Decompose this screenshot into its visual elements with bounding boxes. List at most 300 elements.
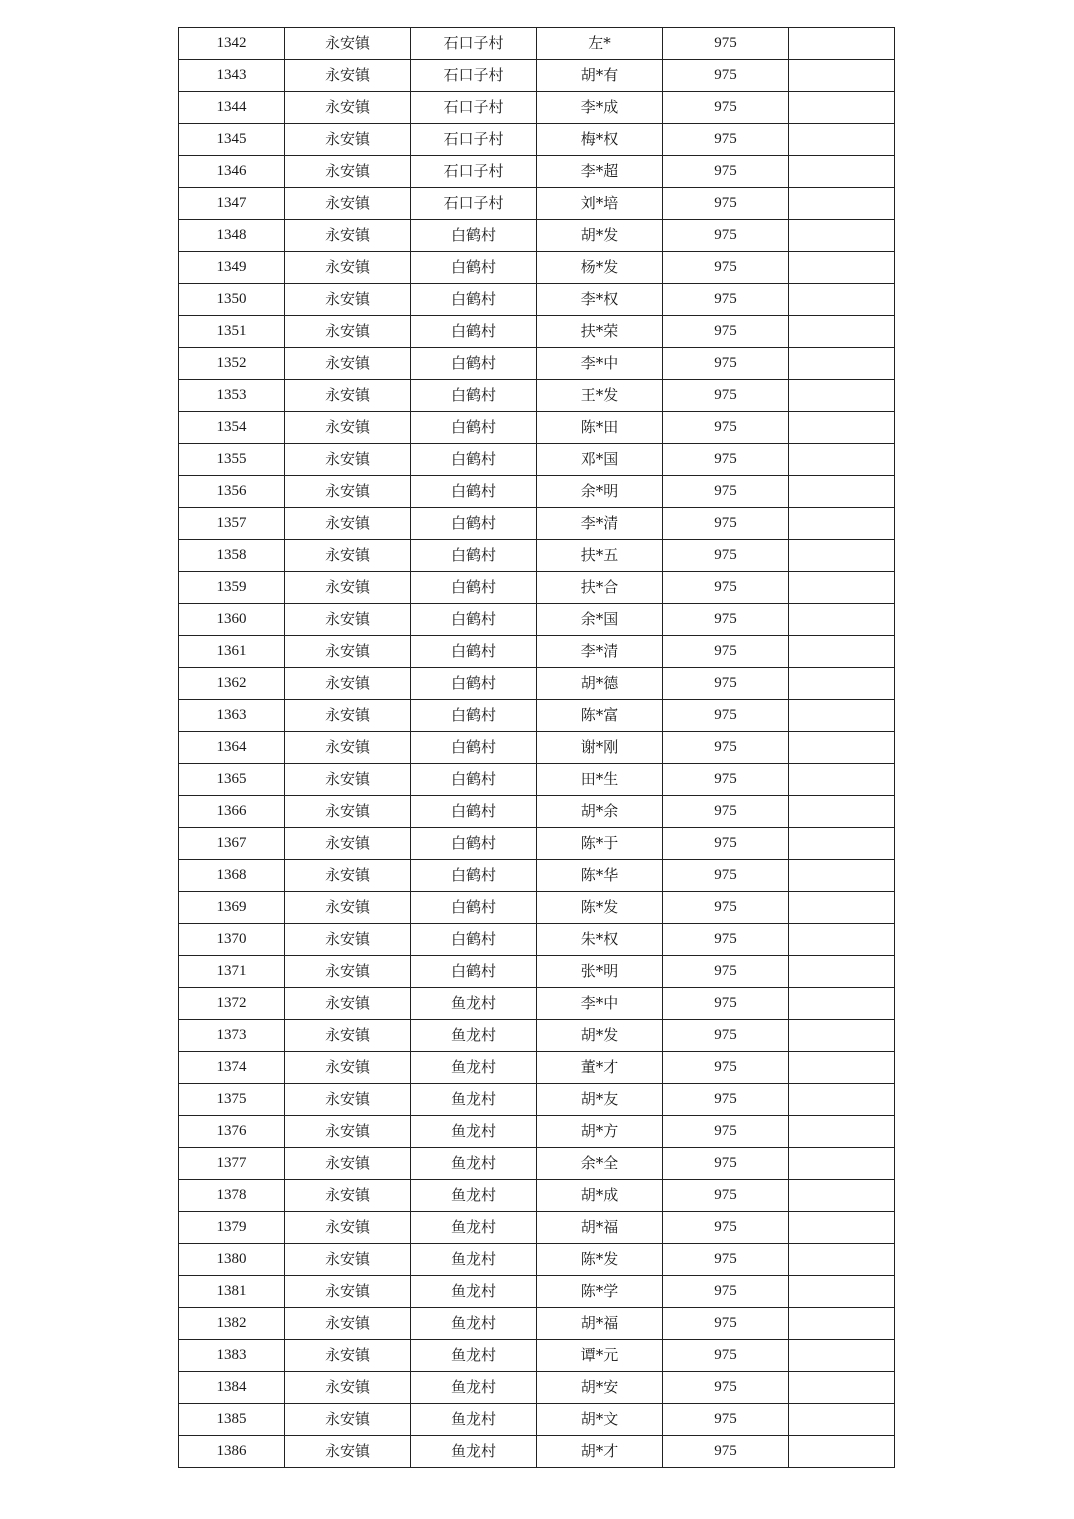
cell-amount: 975 bbox=[663, 1084, 789, 1116]
cell-note bbox=[789, 1084, 895, 1116]
roster-table bbox=[178, 27, 895, 1468]
cell-note bbox=[789, 1372, 895, 1404]
cell-amount: 975 bbox=[663, 284, 789, 316]
cell-village: 白鹤村 bbox=[411, 604, 537, 636]
cell-serial-number: 1367 bbox=[179, 828, 285, 860]
cell-serial-number: 1384 bbox=[179, 1372, 285, 1404]
cell-village: 鱼龙村 bbox=[411, 1404, 537, 1436]
cell-village: 白鹤村 bbox=[411, 540, 537, 572]
cell-town: 永安镇 bbox=[285, 92, 411, 124]
cell-amount: 975 bbox=[663, 1436, 789, 1468]
cell-village: 石口子村 bbox=[411, 92, 537, 124]
cell-amount: 975 bbox=[663, 444, 789, 476]
cell-town: 永安镇 bbox=[285, 1052, 411, 1084]
cell-note bbox=[789, 988, 895, 1020]
cell-person-name: 田*生 bbox=[537, 764, 663, 796]
cell-serial-number: 1343 bbox=[179, 60, 285, 92]
table-row bbox=[179, 444, 895, 476]
cell-village: 白鹤村 bbox=[411, 284, 537, 316]
cell-note bbox=[789, 668, 895, 700]
cell-serial-number: 1345 bbox=[179, 124, 285, 156]
cell-town: 永安镇 bbox=[285, 348, 411, 380]
cell-serial-number: 1370 bbox=[179, 924, 285, 956]
cell-person-name: 胡*成 bbox=[537, 1180, 663, 1212]
cell-person-name: 李*成 bbox=[537, 92, 663, 124]
cell-village: 石口子村 bbox=[411, 124, 537, 156]
cell-person-name: 梅*权 bbox=[537, 124, 663, 156]
cell-note bbox=[789, 828, 895, 860]
cell-village: 白鹤村 bbox=[411, 444, 537, 476]
cell-person-name: 李*超 bbox=[537, 156, 663, 188]
cell-amount: 975 bbox=[663, 156, 789, 188]
cell-serial-number: 1350 bbox=[179, 284, 285, 316]
cell-serial-number: 1369 bbox=[179, 892, 285, 924]
cell-note bbox=[789, 956, 895, 988]
cell-note bbox=[789, 1340, 895, 1372]
cell-serial-number: 1346 bbox=[179, 156, 285, 188]
table-row bbox=[179, 636, 895, 668]
cell-town: 永安镇 bbox=[285, 444, 411, 476]
cell-note bbox=[789, 1052, 895, 1084]
cell-town: 永安镇 bbox=[285, 1404, 411, 1436]
cell-note bbox=[789, 636, 895, 668]
cell-serial-number: 1349 bbox=[179, 252, 285, 284]
cell-serial-number: 1371 bbox=[179, 956, 285, 988]
cell-amount: 975 bbox=[663, 252, 789, 284]
cell-village: 白鹤村 bbox=[411, 828, 537, 860]
cell-village: 白鹤村 bbox=[411, 796, 537, 828]
cell-village: 白鹤村 bbox=[411, 348, 537, 380]
cell-amount: 975 bbox=[663, 1180, 789, 1212]
cell-village: 鱼龙村 bbox=[411, 1244, 537, 1276]
cell-note bbox=[789, 92, 895, 124]
cell-amount: 975 bbox=[663, 764, 789, 796]
cell-amount: 975 bbox=[663, 60, 789, 92]
table-row bbox=[179, 796, 895, 828]
table-row bbox=[179, 412, 895, 444]
cell-note bbox=[789, 284, 895, 316]
cell-person-name: 扶*合 bbox=[537, 572, 663, 604]
cell-note bbox=[789, 252, 895, 284]
cell-village: 白鹤村 bbox=[411, 508, 537, 540]
cell-serial-number: 1359 bbox=[179, 572, 285, 604]
cell-person-name: 胡*文 bbox=[537, 1404, 663, 1436]
cell-town: 永安镇 bbox=[285, 284, 411, 316]
cell-village: 石口子村 bbox=[411, 188, 537, 220]
cell-town: 永安镇 bbox=[285, 316, 411, 348]
cell-amount: 975 bbox=[663, 1020, 789, 1052]
cell-person-name: 陈*发 bbox=[537, 892, 663, 924]
cell-town: 永安镇 bbox=[285, 28, 411, 60]
cell-village: 鱼龙村 bbox=[411, 1052, 537, 1084]
cell-town: 永安镇 bbox=[285, 828, 411, 860]
table-row bbox=[179, 124, 895, 156]
cell-note bbox=[789, 220, 895, 252]
cell-amount: 975 bbox=[663, 732, 789, 764]
cell-note bbox=[789, 732, 895, 764]
cell-note bbox=[789, 60, 895, 92]
table-row bbox=[179, 348, 895, 380]
cell-town: 永安镇 bbox=[285, 124, 411, 156]
cell-village: 白鹤村 bbox=[411, 636, 537, 668]
cell-note bbox=[789, 1276, 895, 1308]
table-row bbox=[179, 668, 895, 700]
cell-amount: 975 bbox=[663, 1340, 789, 1372]
cell-note bbox=[789, 156, 895, 188]
cell-amount: 975 bbox=[663, 1148, 789, 1180]
cell-town: 永安镇 bbox=[285, 1116, 411, 1148]
cell-village: 石口子村 bbox=[411, 28, 537, 60]
cell-town: 永安镇 bbox=[285, 988, 411, 1020]
table-row bbox=[179, 732, 895, 764]
table-row bbox=[179, 156, 895, 188]
cell-town: 永安镇 bbox=[285, 1212, 411, 1244]
cell-note bbox=[789, 1116, 895, 1148]
cell-person-name: 王*发 bbox=[537, 380, 663, 412]
cell-serial-number: 1358 bbox=[179, 540, 285, 572]
table-row bbox=[179, 1372, 895, 1404]
cell-village: 鱼龙村 bbox=[411, 1084, 537, 1116]
cell-amount: 975 bbox=[663, 956, 789, 988]
cell-village: 鱼龙村 bbox=[411, 1276, 537, 1308]
cell-note bbox=[789, 1404, 895, 1436]
cell-serial-number: 1353 bbox=[179, 380, 285, 412]
cell-village: 鱼龙村 bbox=[411, 1116, 537, 1148]
cell-village: 白鹤村 bbox=[411, 764, 537, 796]
cell-person-name: 胡*安 bbox=[537, 1372, 663, 1404]
cell-person-name: 扶*荣 bbox=[537, 316, 663, 348]
cell-person-name: 陈*富 bbox=[537, 700, 663, 732]
cell-note bbox=[789, 28, 895, 60]
cell-amount: 975 bbox=[663, 1276, 789, 1308]
cell-serial-number: 1348 bbox=[179, 220, 285, 252]
cell-village: 鱼龙村 bbox=[411, 988, 537, 1020]
cell-note bbox=[789, 764, 895, 796]
cell-serial-number: 1360 bbox=[179, 604, 285, 636]
cell-village: 鱼龙村 bbox=[411, 1308, 537, 1340]
cell-note bbox=[789, 604, 895, 636]
cell-village: 白鹤村 bbox=[411, 956, 537, 988]
cell-village: 白鹤村 bbox=[411, 316, 537, 348]
cell-serial-number: 1383 bbox=[179, 1340, 285, 1372]
cell-person-name: 李*权 bbox=[537, 284, 663, 316]
cell-village: 鱼龙村 bbox=[411, 1212, 537, 1244]
cell-person-name: 谭*元 bbox=[537, 1340, 663, 1372]
cell-town: 永安镇 bbox=[285, 764, 411, 796]
table-row bbox=[179, 252, 895, 284]
cell-village: 白鹤村 bbox=[411, 892, 537, 924]
cell-note bbox=[789, 1020, 895, 1052]
table-row bbox=[179, 956, 895, 988]
cell-amount: 975 bbox=[663, 124, 789, 156]
cell-town: 永安镇 bbox=[285, 732, 411, 764]
cell-serial-number: 1374 bbox=[179, 1052, 285, 1084]
cell-amount: 975 bbox=[663, 1404, 789, 1436]
cell-person-name: 胡*友 bbox=[537, 1084, 663, 1116]
cell-person-name: 董*才 bbox=[537, 1052, 663, 1084]
table-row bbox=[179, 572, 895, 604]
cell-person-name: 陈*田 bbox=[537, 412, 663, 444]
cell-serial-number: 1379 bbox=[179, 1212, 285, 1244]
table-row bbox=[179, 1116, 895, 1148]
cell-town: 永安镇 bbox=[285, 1180, 411, 1212]
cell-amount: 975 bbox=[663, 1244, 789, 1276]
cell-amount: 975 bbox=[663, 924, 789, 956]
table-row bbox=[179, 828, 895, 860]
cell-serial-number: 1378 bbox=[179, 1180, 285, 1212]
table-row bbox=[179, 1020, 895, 1052]
cell-village: 白鹤村 bbox=[411, 220, 537, 252]
cell-town: 永安镇 bbox=[285, 1308, 411, 1340]
cell-village: 鱼龙村 bbox=[411, 1180, 537, 1212]
table-row bbox=[179, 988, 895, 1020]
cell-serial-number: 1366 bbox=[179, 796, 285, 828]
cell-village: 鱼龙村 bbox=[411, 1340, 537, 1372]
cell-village: 石口子村 bbox=[411, 60, 537, 92]
cell-person-name: 陈*学 bbox=[537, 1276, 663, 1308]
cell-town: 永安镇 bbox=[285, 1020, 411, 1052]
cell-amount: 975 bbox=[663, 796, 789, 828]
cell-person-name: 胡*福 bbox=[537, 1212, 663, 1244]
cell-note bbox=[789, 860, 895, 892]
cell-town: 永安镇 bbox=[285, 956, 411, 988]
table-row bbox=[179, 284, 895, 316]
cell-note bbox=[789, 1148, 895, 1180]
cell-serial-number: 1363 bbox=[179, 700, 285, 732]
cell-town: 永安镇 bbox=[285, 892, 411, 924]
cell-town: 永安镇 bbox=[285, 860, 411, 892]
cell-town: 永安镇 bbox=[285, 156, 411, 188]
cell-town: 永安镇 bbox=[285, 476, 411, 508]
cell-town: 永安镇 bbox=[285, 572, 411, 604]
cell-note bbox=[789, 1244, 895, 1276]
table-row bbox=[179, 924, 895, 956]
cell-village: 鱼龙村 bbox=[411, 1372, 537, 1404]
cell-serial-number: 1364 bbox=[179, 732, 285, 764]
cell-serial-number: 1380 bbox=[179, 1244, 285, 1276]
cell-serial-number: 1362 bbox=[179, 668, 285, 700]
table-row bbox=[179, 1276, 895, 1308]
cell-person-name: 胡*发 bbox=[537, 220, 663, 252]
cell-town: 永安镇 bbox=[285, 1244, 411, 1276]
cell-amount: 975 bbox=[663, 316, 789, 348]
table-row bbox=[179, 188, 895, 220]
table-row bbox=[179, 380, 895, 412]
table-row bbox=[179, 476, 895, 508]
cell-amount: 975 bbox=[663, 1116, 789, 1148]
cell-person-name: 朱*权 bbox=[537, 924, 663, 956]
table-row bbox=[179, 1436, 895, 1468]
cell-note bbox=[789, 540, 895, 572]
cell-note bbox=[789, 796, 895, 828]
document-page bbox=[178, 27, 894, 1468]
table-row bbox=[179, 1404, 895, 1436]
cell-note bbox=[789, 700, 895, 732]
cell-amount: 975 bbox=[663, 668, 789, 700]
cell-note bbox=[789, 124, 895, 156]
cell-person-name: 余*国 bbox=[537, 604, 663, 636]
cell-serial-number: 1342 bbox=[179, 28, 285, 60]
cell-town: 永安镇 bbox=[285, 508, 411, 540]
cell-town: 永安镇 bbox=[285, 1276, 411, 1308]
table-row bbox=[179, 604, 895, 636]
cell-person-name: 陈*于 bbox=[537, 828, 663, 860]
table-row bbox=[179, 60, 895, 92]
table-row bbox=[179, 764, 895, 796]
cell-amount: 975 bbox=[663, 892, 789, 924]
cell-village: 白鹤村 bbox=[411, 860, 537, 892]
cell-person-name: 余*全 bbox=[537, 1148, 663, 1180]
table-row bbox=[179, 1212, 895, 1244]
cell-person-name: 胡*才 bbox=[537, 1436, 663, 1468]
cell-town: 永安镇 bbox=[285, 796, 411, 828]
cell-town: 永安镇 bbox=[285, 540, 411, 572]
cell-serial-number: 1365 bbox=[179, 764, 285, 796]
cell-village: 白鹤村 bbox=[411, 700, 537, 732]
cell-town: 永安镇 bbox=[285, 604, 411, 636]
cell-person-name: 陈*华 bbox=[537, 860, 663, 892]
cell-serial-number: 1368 bbox=[179, 860, 285, 892]
cell-person-name: 胡*福 bbox=[537, 1308, 663, 1340]
table-row bbox=[179, 860, 895, 892]
cell-amount: 975 bbox=[663, 1372, 789, 1404]
cell-village: 鱼龙村 bbox=[411, 1148, 537, 1180]
cell-town: 永安镇 bbox=[285, 700, 411, 732]
cell-note bbox=[789, 508, 895, 540]
cell-serial-number: 1386 bbox=[179, 1436, 285, 1468]
cell-village: 白鹤村 bbox=[411, 732, 537, 764]
cell-amount: 975 bbox=[663, 828, 789, 860]
cell-village: 白鹤村 bbox=[411, 572, 537, 604]
cell-note bbox=[789, 380, 895, 412]
cell-town: 永安镇 bbox=[285, 60, 411, 92]
cell-village: 白鹤村 bbox=[411, 412, 537, 444]
cell-village: 鱼龙村 bbox=[411, 1020, 537, 1052]
cell-person-name: 余*明 bbox=[537, 476, 663, 508]
cell-serial-number: 1347 bbox=[179, 188, 285, 220]
cell-serial-number: 1381 bbox=[179, 1276, 285, 1308]
cell-serial-number: 1352 bbox=[179, 348, 285, 380]
cell-serial-number: 1377 bbox=[179, 1148, 285, 1180]
cell-note bbox=[789, 1308, 895, 1340]
cell-person-name: 胡*方 bbox=[537, 1116, 663, 1148]
table-row bbox=[179, 1308, 895, 1340]
cell-town: 永安镇 bbox=[285, 1436, 411, 1468]
cell-amount: 975 bbox=[663, 636, 789, 668]
cell-note bbox=[789, 444, 895, 476]
cell-person-name: 李*中 bbox=[537, 988, 663, 1020]
cell-village: 白鹤村 bbox=[411, 476, 537, 508]
cell-serial-number: 1351 bbox=[179, 316, 285, 348]
cell-serial-number: 1372 bbox=[179, 988, 285, 1020]
table-row bbox=[179, 1148, 895, 1180]
cell-person-name: 胡*发 bbox=[537, 1020, 663, 1052]
cell-note bbox=[789, 1180, 895, 1212]
cell-person-name: 扶*五 bbox=[537, 540, 663, 572]
table-row bbox=[179, 220, 895, 252]
cell-village: 石口子村 bbox=[411, 156, 537, 188]
cell-serial-number: 1382 bbox=[179, 1308, 285, 1340]
table-row bbox=[179, 1340, 895, 1372]
cell-person-name: 李*清 bbox=[537, 508, 663, 540]
cell-amount: 975 bbox=[663, 348, 789, 380]
cell-town: 永安镇 bbox=[285, 1148, 411, 1180]
cell-village: 白鹤村 bbox=[411, 380, 537, 412]
cell-village: 鱼龙村 bbox=[411, 1436, 537, 1468]
cell-town: 永安镇 bbox=[285, 252, 411, 284]
cell-serial-number: 1385 bbox=[179, 1404, 285, 1436]
table-row bbox=[179, 1180, 895, 1212]
cell-person-name: 胡*德 bbox=[537, 668, 663, 700]
cell-person-name: 谢*刚 bbox=[537, 732, 663, 764]
table-row bbox=[179, 28, 895, 60]
cell-town: 永安镇 bbox=[285, 220, 411, 252]
cell-amount: 975 bbox=[663, 604, 789, 636]
cell-amount: 975 bbox=[663, 188, 789, 220]
cell-note bbox=[789, 572, 895, 604]
cell-amount: 975 bbox=[663, 1212, 789, 1244]
cell-person-name: 胡*余 bbox=[537, 796, 663, 828]
cell-person-name: 陈*发 bbox=[537, 1244, 663, 1276]
cell-note bbox=[789, 1212, 895, 1244]
cell-town: 永安镇 bbox=[285, 1340, 411, 1372]
cell-serial-number: 1376 bbox=[179, 1116, 285, 1148]
cell-person-name: 邓*国 bbox=[537, 444, 663, 476]
cell-serial-number: 1375 bbox=[179, 1084, 285, 1116]
cell-village: 白鹤村 bbox=[411, 924, 537, 956]
cell-note bbox=[789, 1436, 895, 1468]
cell-amount: 975 bbox=[663, 860, 789, 892]
table-row bbox=[179, 540, 895, 572]
table-row bbox=[179, 700, 895, 732]
cell-amount: 975 bbox=[663, 28, 789, 60]
cell-person-name: 胡*有 bbox=[537, 60, 663, 92]
cell-person-name: 杨*发 bbox=[537, 252, 663, 284]
cell-amount: 975 bbox=[663, 572, 789, 604]
cell-amount: 975 bbox=[663, 92, 789, 124]
cell-person-name: 李*清 bbox=[537, 636, 663, 668]
cell-note bbox=[789, 892, 895, 924]
cell-village: 白鹤村 bbox=[411, 252, 537, 284]
cell-serial-number: 1344 bbox=[179, 92, 285, 124]
cell-amount: 975 bbox=[663, 1308, 789, 1340]
cell-note bbox=[789, 476, 895, 508]
cell-town: 永安镇 bbox=[285, 188, 411, 220]
cell-amount: 975 bbox=[663, 988, 789, 1020]
cell-amount: 975 bbox=[663, 700, 789, 732]
cell-town: 永安镇 bbox=[285, 1372, 411, 1404]
cell-note bbox=[789, 412, 895, 444]
cell-serial-number: 1373 bbox=[179, 1020, 285, 1052]
table-row bbox=[179, 1244, 895, 1276]
roster-table-body bbox=[179, 28, 895, 1468]
cell-village: 白鹤村 bbox=[411, 668, 537, 700]
cell-note bbox=[789, 348, 895, 380]
cell-amount: 975 bbox=[663, 540, 789, 572]
cell-amount: 975 bbox=[663, 476, 789, 508]
cell-town: 永安镇 bbox=[285, 636, 411, 668]
table-row bbox=[179, 892, 895, 924]
cell-town: 永安镇 bbox=[285, 412, 411, 444]
cell-amount: 975 bbox=[663, 380, 789, 412]
table-row bbox=[179, 1052, 895, 1084]
cell-person-name: 张*明 bbox=[537, 956, 663, 988]
cell-town: 永安镇 bbox=[285, 668, 411, 700]
cell-town: 永安镇 bbox=[285, 380, 411, 412]
cell-serial-number: 1356 bbox=[179, 476, 285, 508]
cell-person-name: 左* bbox=[537, 28, 663, 60]
cell-serial-number: 1355 bbox=[179, 444, 285, 476]
